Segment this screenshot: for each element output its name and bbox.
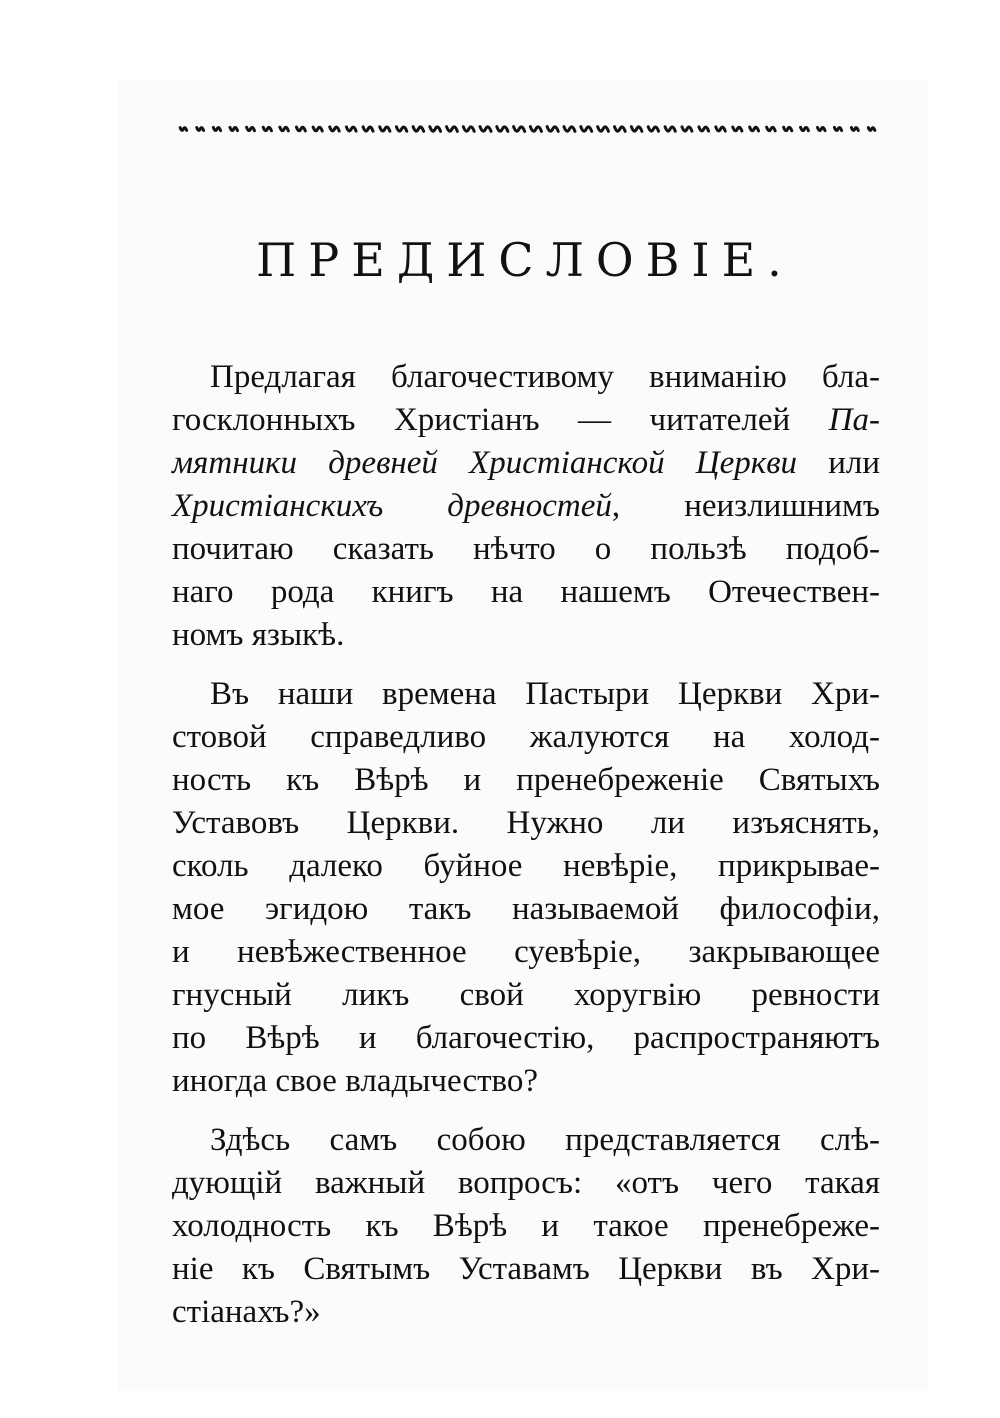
text-line: стовой справедливо жалуются на холод- [172,719,880,755]
paragraph-1 [172,356,880,657]
text-line: иногда свое владычество? [172,1063,539,1099]
text-line: Уставовъ Церкви. Нужно ли изъяснять, [172,805,880,841]
ornament-mark [631,127,642,132]
paragraph-3 [172,1119,880,1334]
ornament-mark [413,127,424,132]
ornament-mark [665,127,675,131]
ornament-mark [851,128,858,131]
text-line: сколь далеко буйное невѣріе, прикрывае- [172,848,880,884]
text-line: мое эгидою такъ называемой философіи, [172,891,880,927]
text-line: холодность къ Вѣрѣ и такое пренебреже- [172,1208,880,1244]
ornament-mark [648,127,658,131]
ornament-mark [817,127,825,130]
ornament-mark [380,127,390,131]
ornament-mark [581,127,592,132]
text-line: наго рода книгъ на нашемъ Отечествен- [172,574,880,610]
ornament-mark [733,127,742,131]
ornament-mark [530,127,541,132]
text-line: по Вѣрѣ и благочестію, распространяютъ [172,1020,880,1056]
ornament-mark [280,127,289,131]
ornament-mark [180,128,186,131]
ornament-mark [197,128,204,131]
text-line: госклонныхъ Христіанъ — читателей Па- [172,402,880,438]
ornament-mark [834,127,841,130]
ornament-mark [801,127,809,130]
preface-text [172,356,880,1350]
text-line: Христіанскихъ древностей, неизлишнимъ [172,488,880,524]
ornament-mark [784,127,792,131]
headpiece-ornament-icon [175,117,880,141]
page-title: ПРЕДИСЛОВІЕ. [256,233,794,287]
ornament-mark [230,127,238,130]
ornament-mark [313,127,322,131]
text-line: ность къ Вѣрѣ и пренебреженіе Святыхъ [172,762,880,798]
ornament-mark [514,127,525,132]
text-line: ніе къ Святымъ Уставамъ Церкви въ Хри- [172,1251,880,1287]
ornament-mark [263,127,271,131]
ornament-mark [480,127,491,132]
text-line: номъ языкѣ. [172,617,345,653]
ornament-mark [247,127,255,130]
paragraph-2 [172,673,880,1103]
ornament-mark [868,128,874,131]
text-line: Здѣсь самъ собою представляется слѣ- [210,1122,880,1158]
text-line: дующій важный вопросъ: «отъ чего такая [172,1165,880,1201]
ornament-mark [750,127,759,131]
ornament-mark [363,127,373,131]
ornament-mark [699,127,709,131]
ornament-mark [447,127,458,132]
ornament-mark [598,127,609,132]
text-line: мятники древней Христіанской Церкви или [172,445,880,481]
text-line: Въ наши времена Пастыри Церкви Хри- [210,676,880,712]
text-line: Предлагая благочестивому вниманію бла- [210,359,880,395]
ornament-mark [296,127,305,131]
ornament-mark [767,127,776,131]
ornament-mark [547,127,558,132]
ornament-mark [682,127,692,131]
ornament-mark [346,127,356,131]
text-line: стіанахъ?» [172,1294,321,1330]
ornament-mark [497,127,508,132]
text-line: и невѣжественное суевѣріе, закрывающее [172,934,880,970]
ornament-mark [716,127,725,131]
ornament-mark [330,127,339,131]
ornament-mark [430,127,441,132]
ornament-mark [564,127,575,132]
ornament-mark [213,127,220,130]
text-line: гнусный ликъ свой хоругвію ревности [172,977,880,1013]
text-line: почитаю сказать нѣчто о пользѣ подоб- [172,531,880,567]
ornament-mark [614,127,625,132]
ornament-mark [463,127,474,132]
ornament-mark [396,127,406,131]
